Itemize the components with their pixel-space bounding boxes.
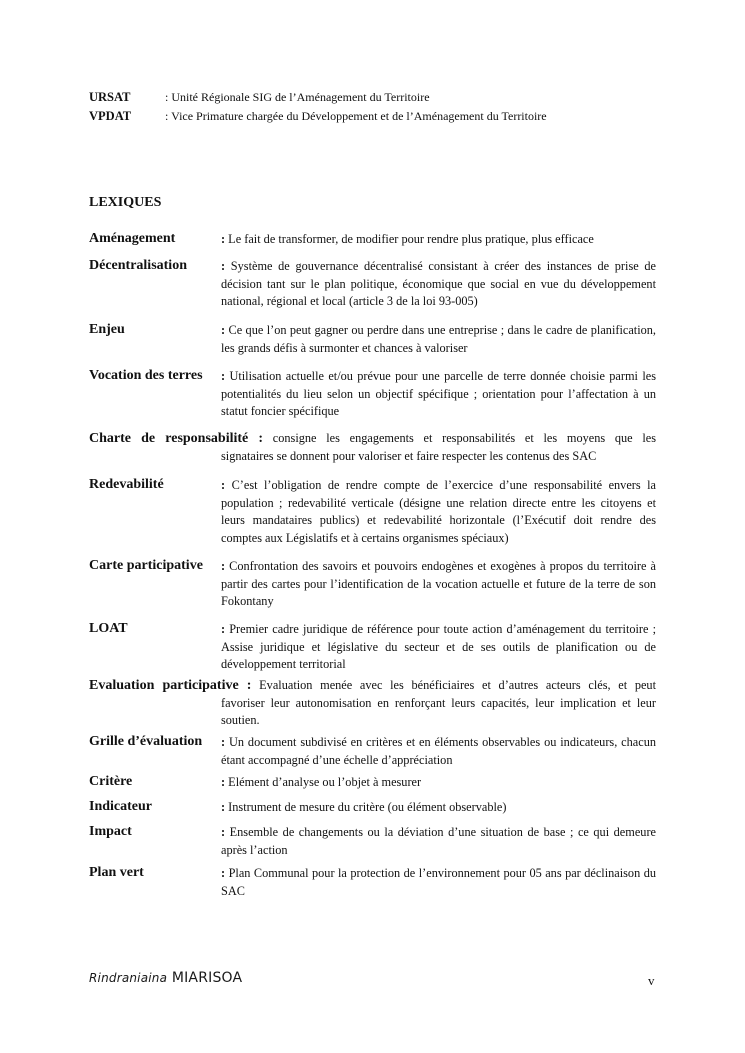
lexicon-term: Aménagement — [89, 231, 176, 246]
definition-text: Confrontation des savoirs et pouvoirs endogènes et exogènes à propos du territoire à partir des cartes pour l’identification de la vocation actuelle et future de la terre de son Fokontany — [221, 559, 656, 609]
lexicon-definition — [221, 865, 656, 900]
definition-text: Utilisation actuelle et/ou prévue pour une parcelle de terre donnée choisie parmi les potentialités du lieu selon un objectif spécifique ; orientation pour l’affectation à un statut foncier spécifique — [221, 369, 656, 419]
definition-text: consigne les engagements et responsabilités et les moyens que les — [272, 431, 656, 445]
definition-text: Le fait de transformer, de modifier pour rendre plus pratique, plus efficace — [225, 232, 594, 246]
lexicon-term: Indicateur — [89, 799, 152, 814]
definition-text: Instrument de mesure du critère (ou élément observable) — [225, 800, 507, 814]
colon: : — [221, 323, 226, 337]
lexicon-entry — [89, 231, 656, 249]
lexicon-definition — [221, 824, 656, 859]
lexicon-definition — [221, 734, 656, 769]
lexicon-definition — [221, 231, 656, 249]
lexicon-lead-line — [89, 430, 656, 448]
lexicon-lead-line — [89, 677, 656, 695]
lexicon-definition — [221, 477, 656, 547]
lexicon-entry — [89, 734, 656, 769]
colon: : — [221, 478, 226, 492]
lexicon-term: Charte de responsabilité : — [89, 431, 264, 446]
colon: : — [221, 559, 226, 573]
colon: : — [221, 369, 226, 383]
lexicon-definition — [221, 322, 656, 357]
colon: : — [221, 800, 226, 814]
lexicon-entry — [89, 322, 656, 357]
lexicon-term: Enjeu — [89, 322, 125, 337]
section-title: LEXIQUES — [89, 195, 162, 210]
definition-continuation: signataires se donnent pour valoriser et faire respecter les contenus des SAC — [221, 448, 597, 463]
lexicon-term: LOAT — [89, 621, 128, 636]
definition-text: Premier cadre juridique de référence pour toute action d’aménagement du territoire ; Assise juridique et législative du secteur et de ses outils de planification ou de développement territorial — [221, 622, 656, 672]
lexicon-term: Décentralisation — [89, 258, 187, 273]
lexicon-entry — [89, 677, 656, 730]
lexicon-term: Grille d’évaluation — [89, 734, 203, 749]
lexicon-definition — [221, 621, 656, 674]
lexicon-term: Redevabilité — [89, 477, 164, 492]
lexicon-entry — [89, 258, 656, 311]
definition-text: Ensemble de changements ou la déviation d’une situation de base ; ce qui demeure après l’action — [221, 825, 656, 857]
definition-text: Ce que l’on peut gagner ou perdre dans une entreprise ; dans le cadre de planification, les grands défis à surmonter et chances à valoriser — [221, 323, 656, 355]
page-number: v — [648, 973, 655, 988]
lexicon-term: Evaluation participative : — [89, 678, 252, 693]
colon: : — [221, 775, 226, 789]
lexicon-definition — [221, 774, 656, 792]
lexicon-entry — [89, 824, 656, 859]
lexicon-term: Critère — [89, 774, 133, 789]
colon: : — [221, 232, 226, 246]
lexicon-definition — [221, 368, 656, 421]
definition-text: Système de gouvernance décentralisé consistant à créer des instances de prise de décision tant sur le plan politique, économique que social en vue du développement national, régional et local (article 3 de la loi 93-005) — [221, 259, 656, 309]
lexicon-entry — [89, 799, 656, 817]
footer-author — [89, 970, 242, 986]
lexicon-definition — [221, 799, 656, 817]
lexicon-term: Carte participative — [89, 558, 203, 573]
lexicon-term: Impact — [89, 824, 132, 839]
abbreviation-term: URSAT — [89, 90, 131, 104]
definition-text: Un document subdivisé en critères et en éléments observables ou indicateurs, chacun étant accompagné d’une échelle d’appréciation — [221, 735, 656, 767]
lexicon-entry — [89, 477, 656, 547]
lexicon-entry — [89, 558, 656, 611]
colon: : — [221, 735, 226, 749]
author-first-name: Rindraniaina — [89, 971, 168, 985]
definition-text: C’est l’obligation de rendre compte de l’exercice d’une responsabilité envers la population ; redevabilité verticale (désigne une relation directe entre les citoyens et leurs mandataires publics) et redevabilité horizontale (l’Exécutif doit rendre des comptes aux Législatifs et à certains organismes spéciaux) — [221, 478, 656, 545]
abbreviation-term: VPDAT — [89, 109, 132, 123]
definition-text: Evaluation menée avec les bénéficiaires et d’autres acteurs clés, et peut — [259, 678, 656, 692]
abbreviation-definition: : Unité Régionale SIG de l’Aménagement du Territoire — [165, 90, 430, 104]
colon: : — [221, 259, 226, 273]
definition-text: Plan Communal pour la protection de l’environnement pour 05 ans par déclinaison du SAC — [221, 866, 656, 898]
lexicon-definition — [221, 558, 656, 611]
lexicon-entry — [89, 865, 656, 900]
definition-text: Elément d’analyse ou l’objet à mesurer — [225, 775, 422, 789]
lexicon-entry — [89, 621, 656, 674]
lexicon-definition — [221, 258, 656, 311]
colon: : — [221, 825, 226, 839]
lexicon-entry — [89, 368, 656, 421]
lexicon-entry — [89, 774, 656, 792]
abbreviation-definition: : Vice Primature chargée du Développement et de l’Aménagement du Territoire — [165, 109, 547, 123]
lexicon-entry — [89, 430, 656, 465]
colon: : — [221, 866, 226, 880]
lexicon-term: Vocation des terres — [89, 368, 203, 383]
colon: : — [221, 622, 226, 636]
definition-continuation: favoriser leur autonomisation en renforçant leurs capacités, leur implication et leur soutien. — [221, 695, 656, 728]
author-last-name: MIARISOA — [171, 970, 243, 986]
lexicon-term: Plan vert — [89, 865, 144, 880]
